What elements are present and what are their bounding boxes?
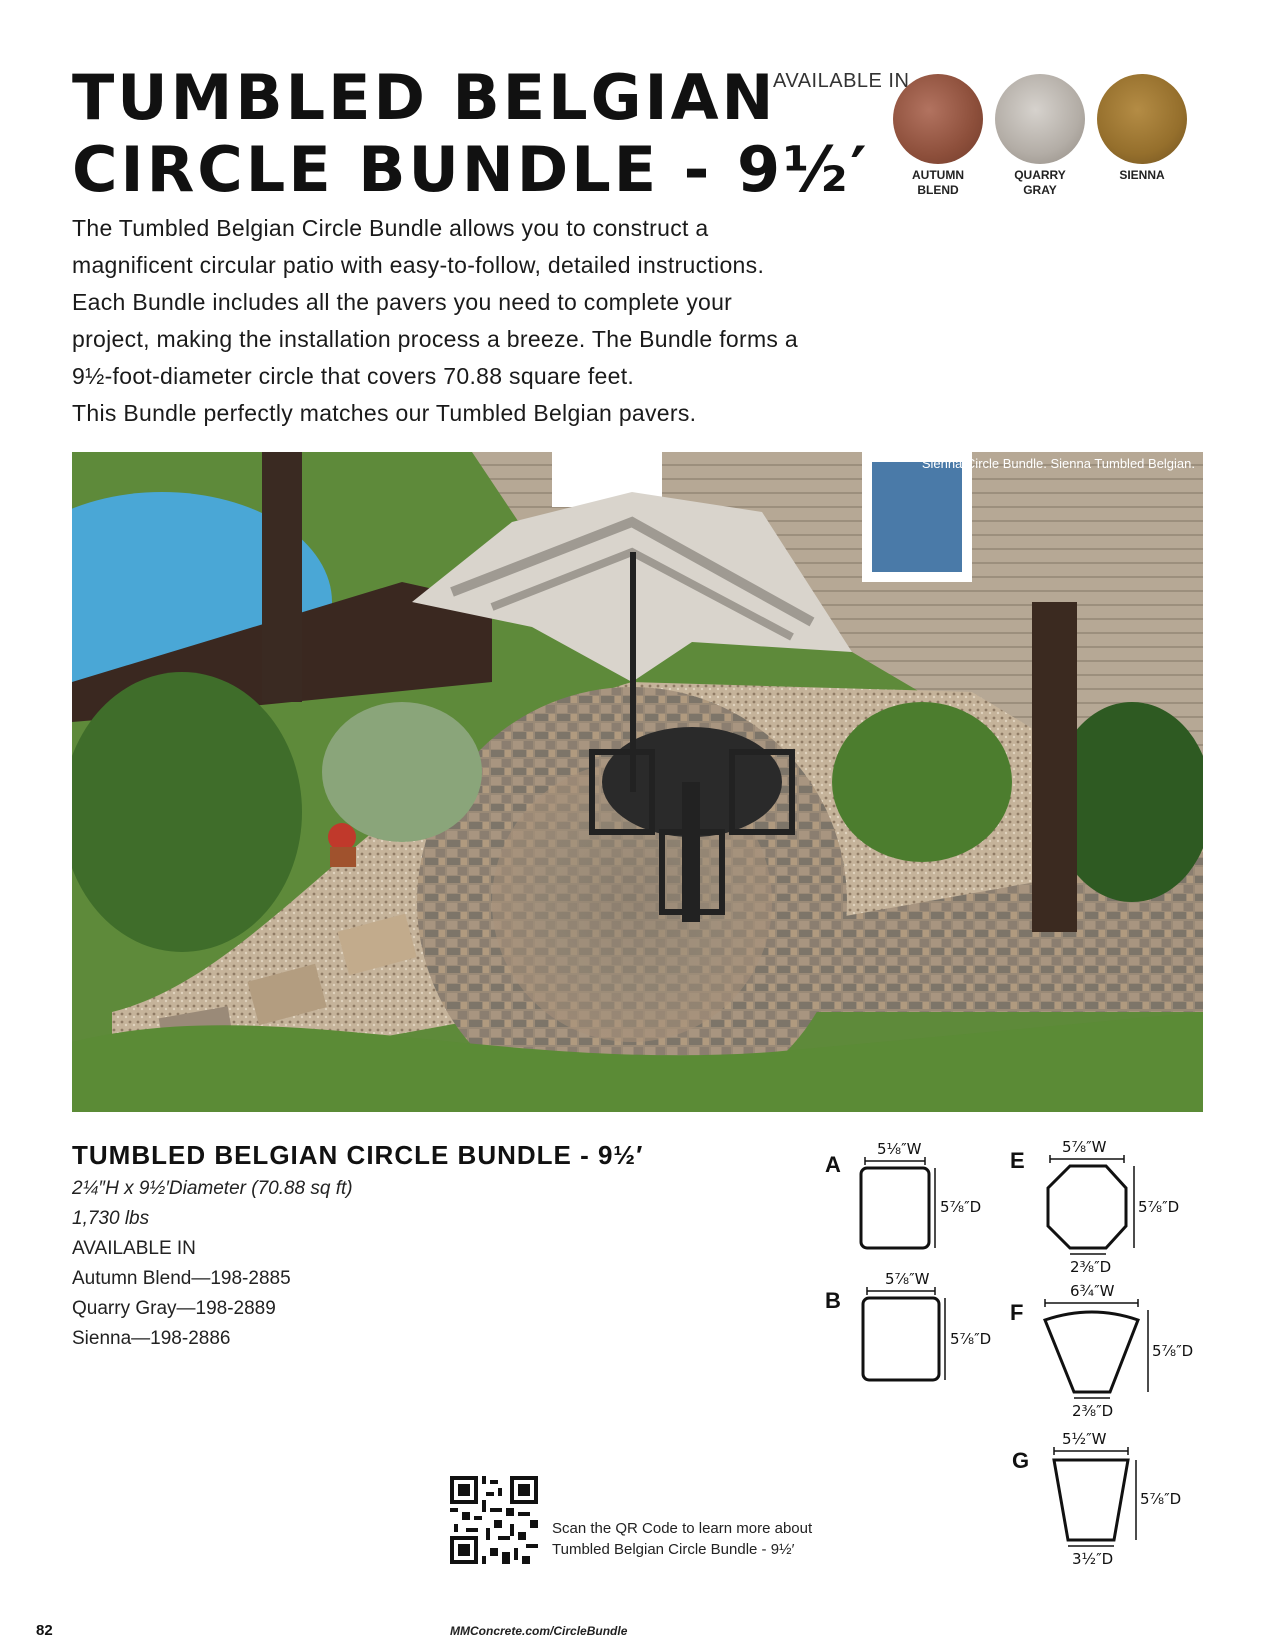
spec-dimensions: 2¼″H x 9½′Diameter (70.88 sq ft) bbox=[72, 1178, 353, 1199]
qr-line: Tumbled Belgian Circle Bundle - 9½′ bbox=[552, 1541, 795, 1558]
spec-title: TUMBLED BELGIAN CIRCLE BUNDLE - 9½′ bbox=[72, 1140, 644, 1170]
paver-diagram-f bbox=[1010, 1282, 1200, 1432]
paver-diagram-g bbox=[1010, 1430, 1200, 1580]
diagram-letter: B bbox=[825, 1288, 841, 1313]
spec-available-label: AVAILABLE IN bbox=[72, 1238, 196, 1259]
intro-line: This Bundle perfectly matches our Tumbled Belgian pavers. bbox=[72, 400, 697, 426]
intro-line: project, making the installation process a breeze. The Bundle forms a bbox=[72, 326, 798, 352]
photo-caption: Sienna Circle Bundle. Sienna Tumbled Belgian. bbox=[921, 456, 1195, 471]
paver-diagram-a bbox=[825, 1140, 995, 1270]
title-line-1: TUMBLED BELGIAN bbox=[72, 61, 777, 134]
paver-diagram-b bbox=[825, 1270, 1005, 1410]
intro-line: magnificent circular patio with easy-to-follow, detailed instructions. bbox=[72, 252, 765, 278]
swatch-label-line: GRAY bbox=[1023, 183, 1057, 197]
website-link[interactable]: MMConcrete.com/CircleBundle bbox=[450, 1624, 628, 1638]
swatch-sienna bbox=[1097, 74, 1187, 164]
available-in-label: AVAILABLE IN bbox=[773, 70, 910, 92]
swatch-label-line: BLEND bbox=[917, 183, 959, 197]
title-line-2: CIRCLE BUNDLE - 9½′ bbox=[72, 133, 870, 206]
intro-line: 9½-foot-diameter circle that covers 70.88 square feet. bbox=[72, 363, 635, 389]
spec-weight: 1,730 lbs bbox=[72, 1208, 150, 1229]
swatch-label-sienna bbox=[1087, 168, 1197, 183]
diagram-letter: G bbox=[1012, 1448, 1030, 1473]
diagram-bottom-label: 2⅜″D bbox=[1072, 1402, 1114, 1420]
qr-code-icon[interactable] bbox=[450, 1476, 538, 1564]
swatch-label-line: QUARRY bbox=[1014, 168, 1066, 182]
diagram-bottom-label: 2⅜″D bbox=[1070, 1258, 1112, 1276]
page-title bbox=[72, 62, 870, 206]
patio-photo bbox=[72, 452, 1203, 1112]
diagram-depth-label: 5⅞″D bbox=[950, 1330, 992, 1348]
diagram-width-label: 5⅛″W bbox=[877, 1140, 922, 1158]
diagram-width-label: 5⅞″W bbox=[885, 1270, 930, 1288]
swatch-label-autumn-blend bbox=[883, 168, 993, 198]
page-number: 82 bbox=[36, 1622, 53, 1639]
spec-color-sienna: Sienna—198-2886 bbox=[72, 1328, 231, 1349]
intro-line: The Tumbled Belgian Circle Bundle allows you to construct a bbox=[72, 215, 709, 241]
diagram-width-label: 5⅞″W bbox=[1062, 1138, 1107, 1156]
diagram-letter: F bbox=[1010, 1300, 1024, 1325]
diagram-width-label: 5½″W bbox=[1062, 1430, 1107, 1448]
spec-color-autumn-blend: Autumn Blend—198-2885 bbox=[72, 1268, 291, 1289]
diagram-letter: A bbox=[825, 1152, 841, 1177]
swatch-label-line: AUTUMN bbox=[912, 168, 964, 182]
swatch-label-quarry-gray bbox=[985, 168, 1095, 198]
diagram-depth-label: 5⅞″D bbox=[1138, 1198, 1180, 1216]
qr-instructions bbox=[552, 1518, 812, 1560]
diagram-depth-label: 5⅞″D bbox=[1152, 1342, 1194, 1360]
diagram-width-label: 6¾″W bbox=[1070, 1282, 1115, 1300]
diagram-bottom-label: 3½″D bbox=[1072, 1550, 1114, 1568]
swatch-autumn-blend bbox=[893, 74, 983, 164]
paver-diagram-e bbox=[1010, 1138, 1195, 1288]
diagram-depth-label: 5⅞″D bbox=[1140, 1490, 1182, 1508]
qr-line: Scan the QR Code to learn more about bbox=[552, 1520, 813, 1537]
diagram-letter: E bbox=[1010, 1148, 1025, 1173]
intro-paragraph bbox=[72, 210, 852, 432]
swatch-quarry-gray bbox=[995, 74, 1085, 164]
swatch-label-line: SIENNA bbox=[1119, 168, 1165, 182]
spec-color-quarry-gray: Quarry Gray—198-2889 bbox=[72, 1298, 276, 1319]
diagram-depth-label: 5⅞″D bbox=[940, 1198, 982, 1216]
intro-line: Each Bundle includes all the pavers you need to complete your bbox=[72, 289, 733, 315]
